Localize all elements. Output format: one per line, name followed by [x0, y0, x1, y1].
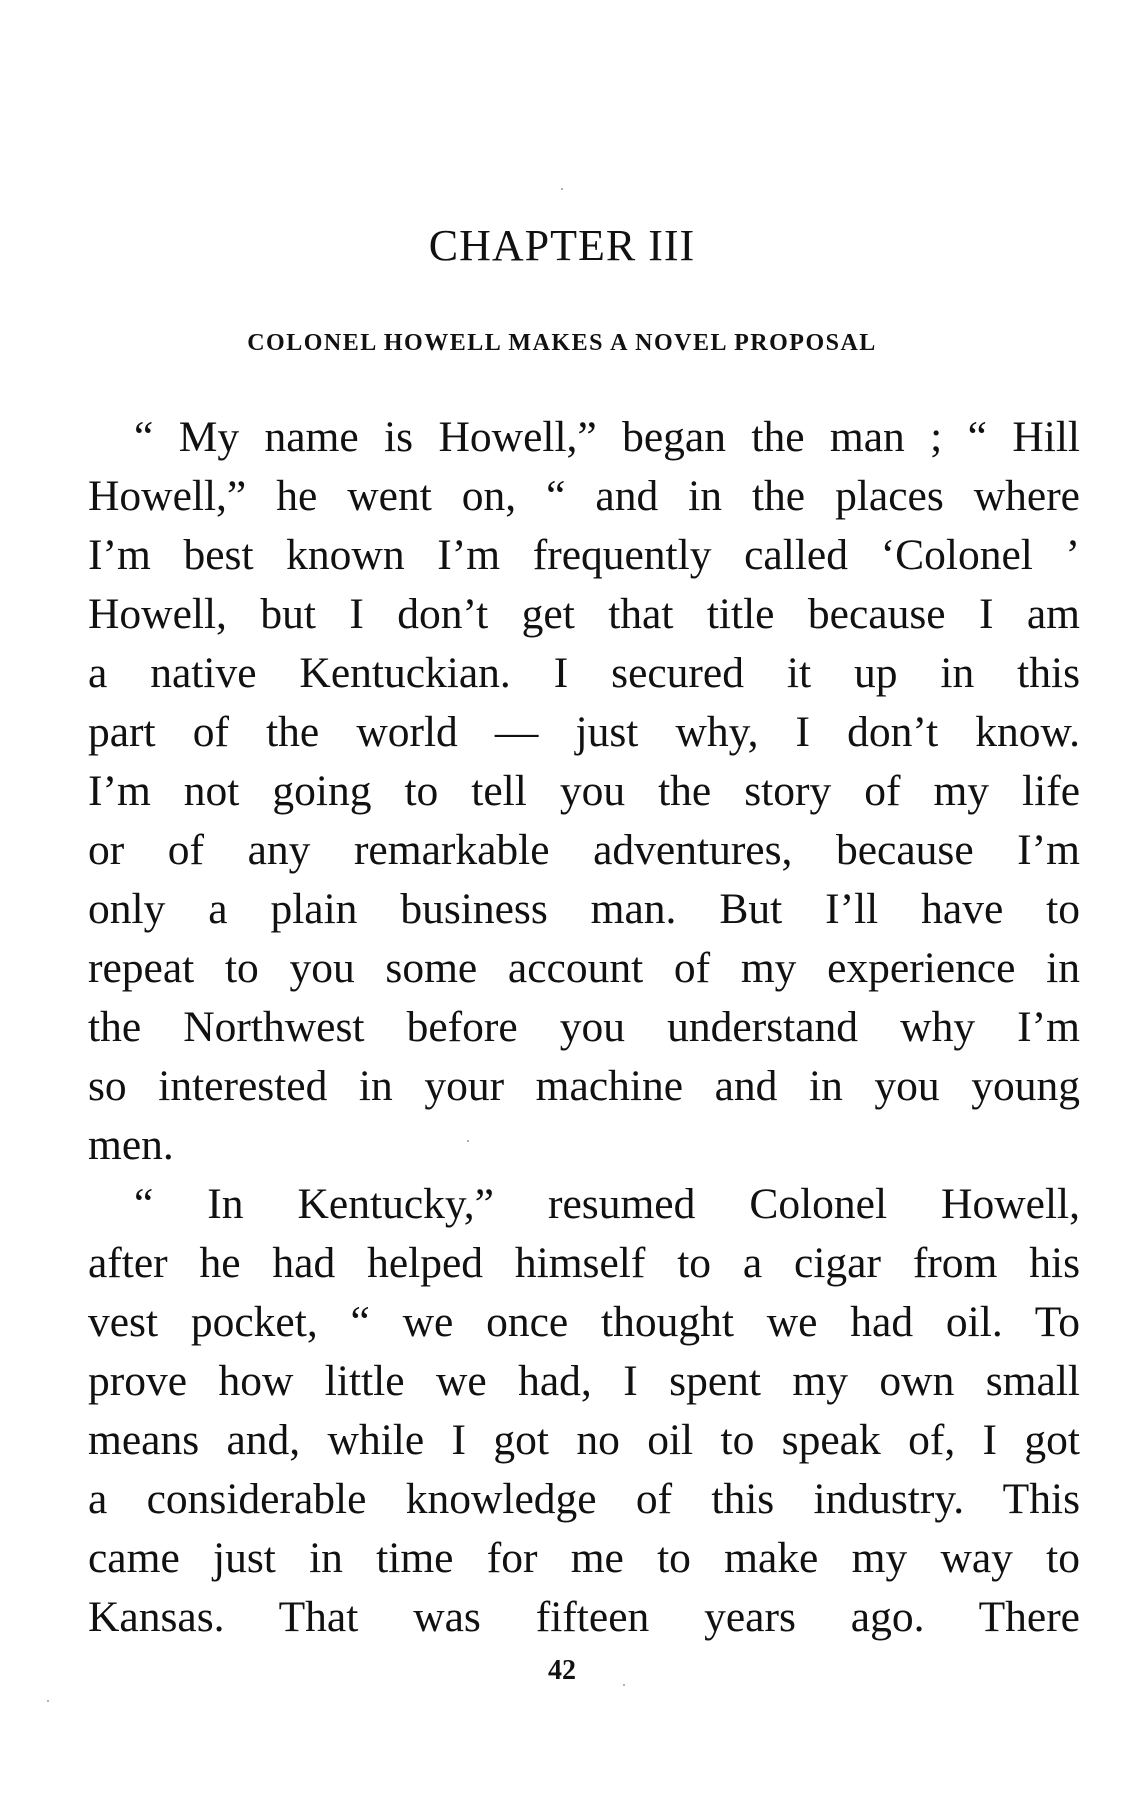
text-line: part of the world — just why, I don’t know.: [88, 708, 1080, 756]
scan-speck: [561, 188, 563, 190]
text-line: “ My name is Howell,” began the man ; “ Hill: [134, 413, 1080, 461]
text-line: Howell, but I don’t get that title because I am: [88, 590, 1080, 638]
text-line: or of any remarkable adventures, because I’m: [88, 826, 1080, 874]
text-line: means and, while I got no oil to speak of, I got: [88, 1416, 1080, 1464]
text-line: only a plain business man. But I’ll have to: [88, 885, 1080, 933]
text-line: I’m not going to tell you the story of my life: [88, 767, 1080, 815]
text-line: “ In Kentucky,” resumed Colonel Howell,: [134, 1180, 1080, 1228]
body-text: [88, 408, 1080, 1647]
text-line: after he had helped himself to a cigar from his: [88, 1239, 1080, 1287]
text-line: a native Kentuckian. I secured it up in this: [88, 649, 1080, 697]
text-line: repeat to you some account of my experience in: [88, 944, 1080, 992]
text-line: the Northwest before you understand why I’m: [88, 1003, 1080, 1051]
text-line: prove how little we had, I spent my own small: [88, 1357, 1080, 1405]
chapter-number: CHAPTER III: [428, 221, 696, 270]
text-line: Howell,” he went on, “ and in the places where: [88, 472, 1080, 520]
text-line: Kansas. That was fifteen years ago. There: [88, 1593, 1080, 1641]
page-number: 42: [548, 1655, 576, 1686]
text-line: a considerable knowledge of this industry. This: [88, 1475, 1080, 1523]
text-line: vest pocket, “ we once thought we had oil. To: [88, 1298, 1080, 1346]
chapter-title: COLONEL HOWELL MAKES A NOVEL PROPOSAL: [247, 330, 877, 356]
scan-speck: [47, 1700, 49, 1702]
scan-speck: [467, 1140, 469, 1142]
text-line: I’m best known I’m frequently called ‘Colonel ’: [88, 531, 1080, 579]
text-line: men.: [88, 1121, 174, 1169]
scan-speck: [623, 1684, 625, 1686]
text-line: came just in time for me to make my way to: [88, 1534, 1080, 1582]
text-line: so interested in your machine and in you young: [88, 1062, 1080, 1110]
